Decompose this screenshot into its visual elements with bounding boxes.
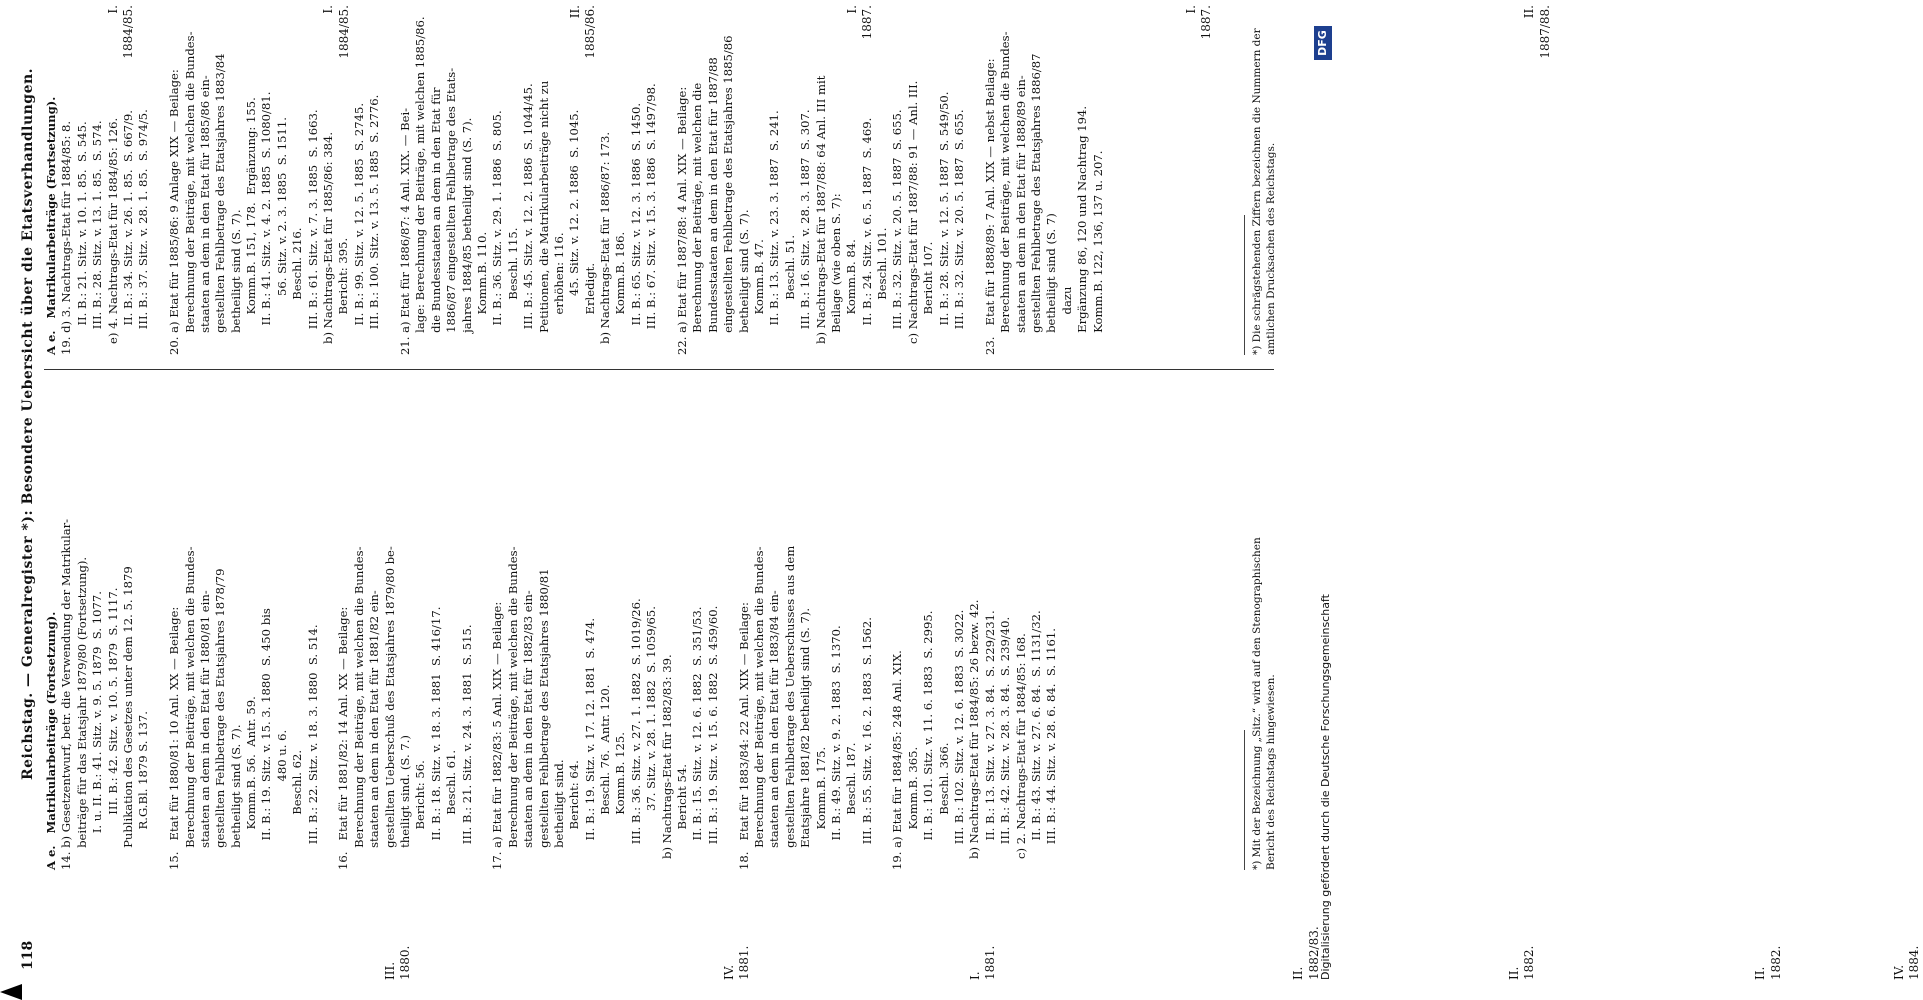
text-line: Komm.B. 47.	[751, 239, 766, 355]
text-line: die Bundesstaaten an dem in den Etat für	[428, 87, 443, 355]
text-line	[152, 400, 167, 870]
text-line: III. B.: 36. Sitz. v. 27. 1. 1882 S. 1019/26.	[628, 598, 643, 870]
text-line: betheiligt sind (S. 7).	[228, 724, 243, 870]
text-line: staaten an dem in den Etat für 1883/84 ein-	[767, 590, 782, 870]
text-line: Komm.B. 151, 178. Ergänzung: 155.	[244, 97, 259, 355]
text-line: III. B.: 55. Sitz. v. 16. 2. 1883 S. 1562.	[859, 617, 874, 870]
text-line: II. B.: 19. Sitz. v. 15. 3. 1880 S. 450 bis	[259, 608, 274, 870]
session-marker: IV. 1884.	[1892, 945, 1922, 980]
text-line: R.G.Bl. 1879 S. 137.	[136, 711, 151, 870]
text-line: 19. a) Etat für 1884/85: 248 Anl. XIX.	[890, 650, 905, 870]
text-line	[383, 35, 398, 355]
text-line: II. B.: 101. Sitz. v. 11. 6. 1883 S. 2995.	[921, 610, 936, 870]
text-line: betheiligt sind (S. 7).	[228, 209, 243, 355]
page-number: 118	[20, 940, 36, 970]
text-line: 56. Sitz. v. 2. 3. 1885 S. 1511.	[274, 117, 289, 355]
text-line: eingestellten Fehlbetrage des Etatsjahres 1885/86	[721, 35, 736, 355]
page-title: Reichstag. — Generalregister *): Besondere Uebersicht über die Etatsverhandlungen.	[20, 67, 36, 780]
text-line: A e. Matrikularbeiträge (Fortsetzung).	[44, 96, 58, 355]
text-line: Berechnung der Beiträge, mit welchen die Bundes-	[182, 546, 197, 870]
text-line	[721, 400, 736, 870]
text-line: 17. a) Etat für 1882/83: 5 Anl. XIX — Beilage:	[490, 601, 505, 870]
text-line: Beschl. 115.	[505, 227, 520, 355]
page-header	[16, 20, 40, 980]
text-line: Erledigt.	[582, 262, 597, 355]
text-line: II. B.: 43. Sitz. v. 27. 6. 84. S. 1131/32.	[1029, 610, 1043, 870]
text-line: Komm.B. 56. Antr. 59.	[244, 696, 259, 870]
text-line: gestellten Fehlbetrage des Etatsjahres 1886/87	[1029, 53, 1043, 355]
text-line: e) 4. Nachtrags-Etat für 1884/85: 126.	[105, 117, 120, 355]
text-line	[475, 400, 490, 870]
text-line: II. B.: 34. Sitz. v. 26. 1. 85. S. 667/9.	[120, 110, 135, 355]
text-line: Berechnung der Beiträge, mit welchen die Bundes-	[751, 546, 766, 870]
text-line: Berechnung der Beiträge, mit welchen die Bundes-	[351, 546, 366, 870]
text-line: Beschl. 366.	[936, 742, 951, 870]
session-marker: II. 1885/86.	[567, 5, 597, 59]
text-line: gestellten Fehlbetrage des Ueberschusses aus dem	[782, 545, 797, 870]
text-line: c) 2. Nachtrags-Etat für 1884/85: 168.	[1013, 633, 1028, 870]
text-line: II. B.: 15. Sitz. v. 12. 6. 1882 S. 351/53.	[690, 606, 705, 870]
text-line: dazu	[1059, 286, 1074, 355]
text-line: Bericht 54.	[675, 764, 690, 870]
text-line	[152, 35, 167, 355]
text-line: staaten an dem in den Etat für 1880/81 ein-	[197, 590, 212, 870]
text-line: III. B.: 16. Sitz. v. 28. 3. 1887 S. 307.	[798, 109, 813, 355]
text-line	[321, 400, 336, 870]
text-line: 21. a) Etat für 1886/87: 4 Anl. XIX. — Bei-	[397, 107, 412, 355]
text-line: 480 u. 6.	[274, 729, 289, 870]
text-line: Komm.B. 122, 136, 137 u. 207.	[1090, 150, 1105, 355]
text-line: staaten an dem in den Etat für 1882/83 ein-	[521, 590, 536, 870]
text-line: Etatsjahre 1881/82 betheiligt sind (S. 7).	[798, 607, 813, 870]
text-line: jahres 1884/85 betheiligt sind (S. 7).	[459, 117, 474, 355]
text-line: lage: Berechnung der Beiträge, mit welchen 1885/86.	[413, 16, 428, 355]
text-line: Ergänzung 86, 120 und Nachtrag 194.	[1075, 105, 1090, 355]
text-line: I. u. II. B.: 41. Sitz. v. 9. 5. 1879 S. 1077.	[90, 591, 105, 870]
text-line: beiträge für das Etatsjahr 1879/80 (Fortsetzung).	[74, 556, 89, 870]
text-line: Bericht: 64.	[567, 760, 582, 870]
text-line: 23. Etat für 1888/89: 7 Anl. XIX — nebst Beilage:	[982, 58, 997, 355]
text-line: 18. Etat für 1883/84: 22 Anl. XIX — Beilage:	[736, 602, 751, 870]
text-line: III. B.: 45. Sitz. v. 12. 2. 1886 S. 1044/45.	[521, 83, 536, 355]
text-line: 22. a) Etat für 1887/88: 4 Anl. XIX — Beilage:	[675, 86, 690, 355]
text-line: A e. Matrikularbeiträge (Fortsetzung).	[44, 611, 58, 870]
text-line: III. B.: 32. Sitz. v. 20. 5. 1887 S. 655.	[890, 109, 905, 355]
footnote-rule-right	[1244, 215, 1245, 355]
text-line: 16. Etat für 1881/82: 14 Anl. XX — Beilage:	[336, 606, 351, 870]
text-line: II. B.: 21. Sitz. v. 10. 1. 85. S. 545.	[74, 121, 89, 355]
text-line	[967, 35, 982, 355]
session-marker: II. 1882.	[1753, 945, 1783, 980]
text-line: Komm.B. 175.	[813, 746, 828, 870]
text-line: Beschl. 187.	[844, 742, 859, 870]
text-line: III. B.: 42. Sitz. v. 28. 3. 84. S. 239/40.	[998, 616, 1013, 870]
text-line: Berechnung der Beiträge, mit welchen die	[690, 82, 705, 355]
dfg-logo: DFG	[1314, 26, 1332, 60]
text-line: Beschl. 76. Antr. 120.	[598, 684, 613, 870]
text-line: Komm.B. 84.	[844, 239, 859, 355]
text-line: b) Nachtrags-Etat für 1882/83: 39.	[659, 654, 674, 870]
text-line: Komm.B. 125.	[613, 732, 628, 870]
text-line: Beilage (wie oben S. 7):	[828, 193, 843, 355]
text-line: III. B.: 32. Sitz. v. 20. 5. 1887 S. 655.	[952, 109, 967, 355]
text-line: II. B.: 18. Sitz. v. 18. 3. 1881 S. 416/17.	[428, 606, 443, 870]
text-line: Beschl. 61.	[444, 749, 459, 870]
session-marker: II. 1882/83.	[1291, 926, 1321, 980]
session-marker: I. 1887.	[844, 5, 875, 40]
text-line: Komm.B. 186.	[613, 231, 628, 355]
text-line: Berechnung der Beiträge, mit welchen die Bundes-	[998, 31, 1013, 355]
text-line: b) Nachtrags-Etat für 1886/87: 173.	[598, 131, 613, 355]
session-marker: I. 1884/85.	[105, 5, 135, 59]
text-line: b) Nachtrags-Etat für 1885/86: 384.	[321, 131, 336, 355]
text-line: III. B.: 22. Sitz. v. 18. 3. 1880 S. 514.	[305, 624, 320, 870]
session-marker: I. 1887.	[1183, 5, 1213, 40]
text-line: 1886/87 eingestellten Fehlbetrage des Etats-	[444, 67, 459, 355]
text-line: II. B.: 41. Sitz. v. 4. 2. 1885 S. 1080/81.	[259, 91, 274, 355]
text-line: II. B.: 99. Sitz. v. 12. 5. 1885 S. 2745.	[351, 102, 366, 355]
text-line: Bundesstaaten an dem in den Etat für 1887/88	[705, 57, 720, 355]
text-line: gestellten Fehlbetrage des Etatsjahres 1880/81	[536, 568, 551, 870]
text-line: Beschl. 101.	[875, 227, 890, 355]
text-line: III. B.: 67. Sitz. v. 15. 3. 1886 S. 1497/98.	[644, 83, 659, 355]
text-line: Beschl. 51.	[782, 234, 797, 355]
text-line: Berechnung der Beiträge, mit welchen die Bundes-	[505, 546, 520, 870]
text-line: III. B.: 102. Sitz. v. 12. 6. 1883 S. 3022.	[952, 609, 967, 870]
text-line: II. B.: 49. Sitz. v. 9. 2. 1883 S. 1370.	[828, 625, 843, 870]
text-line: III. B.: 28. Sitz. v. 13. 1. 85. S. 574.	[90, 120, 105, 355]
text-line: Komm.B. 365.	[905, 746, 920, 870]
text-line: Berechnung der Beiträge, mit welchen die Bundes-	[182, 31, 197, 355]
text-line: staaten an dem in den Etat für 1881/82 ein-	[367, 590, 382, 870]
text-line: II. B.: 28. Sitz. v. 12. 5. 1887 S. 549/50.	[936, 91, 951, 355]
text-line: II. B.: 65. Sitz. v. 12. 3. 1886 S. 1450.	[628, 102, 643, 355]
text-line: b) Nachtrags-Etat für 1887/88: 64 Anl. III mit	[813, 75, 828, 355]
text-line: Petitionen, die Matrikularbeiträge nicht zu	[536, 80, 551, 355]
text-line: betheiligt sind.	[551, 759, 566, 870]
text-line: b) Nachtrags-Etat für 1884/85: 26 bezw. 42.	[967, 599, 982, 870]
text-line: Bericht: 56.	[413, 760, 428, 870]
text-line: Beschl. 62.	[290, 749, 305, 870]
left-column-body	[44, 400, 1060, 870]
text-line: c) Nachtrags-Etat für 1887/88: 91 — Anl. III.	[905, 80, 920, 355]
left-column	[44, 400, 1284, 870]
text-line: staaten an dem in den Etat für 1888/89 ein-	[1013, 75, 1028, 355]
text-line	[660, 35, 675, 355]
page-corner-marker	[0, 984, 22, 1000]
session-marker: I. 1884/85.	[321, 5, 351, 59]
text-line	[875, 400, 890, 870]
footnote-right: *) Die schrägstehenden Ziffern bezeichnen die Nummern der amtlichen Drucksachen des Reichstags.	[1251, 28, 1277, 355]
text-line: 20. a) Etat für 1885/86: 9 Anlage XIX — Beilage:	[167, 69, 182, 355]
text-line: 45. Sitz. v. 12. 2. 1886 S. 1045.	[567, 109, 582, 355]
text-line: Komm.B. 110.	[474, 231, 489, 355]
text-line: Beschl. 216.	[290, 227, 305, 355]
text-line: Bericht: 395.	[336, 237, 351, 355]
text-line: staaten an dem in den Etat für 1885/86 ein-	[197, 75, 212, 355]
text-line: II. B.: 13. Sitz. v. 23. 3. 1887 S. 241.	[767, 110, 782, 355]
left-margin-notes	[44, 880, 1922, 980]
text-line: II. B.: 13. Sitz. v. 27. 3. 84. S. 229/231.	[982, 610, 997, 870]
text-line: III. B.: 44. Sitz. v. 28. 6. 84. S. 1161.	[1044, 628, 1059, 870]
session-marker: II. 1882.	[1507, 945, 1537, 980]
text-line: gestellten Ueberschuß des Etatsjahres 1879/80 be-	[382, 546, 397, 870]
session-marker: I. 1881.	[968, 945, 998, 980]
text-line: II. B.: 19. Sitz. v. 17. 12. 1881 S. 474.	[582, 617, 597, 870]
text-line: erhöhen: 116.	[551, 232, 566, 355]
text-line: 37. Sitz. v. 28. 1. 1882 S. 1059/65.	[644, 606, 659, 870]
text-line: III. B.: 100. Sitz. v. 13. 5. 1885 S. 2776.	[367, 94, 382, 355]
text-line: betheiligt sind (S. 7)	[1044, 213, 1059, 355]
text-line: Publikation des Gesetzes unter dem 12. 5. 1879	[120, 566, 135, 870]
text-line: III. B.: 61. Sitz. v. 7. 3. 1885 S. 1663.	[305, 109, 320, 355]
text-line: II. B.: 24. Sitz. v. 6. 5. 1887 S. 469.	[859, 117, 874, 355]
footnote-rule-left	[1244, 730, 1245, 870]
footnote-left: *) Mit der Bezeichnung „Sitz.“ wird auf den Stenographischen Bericht des Reichstags hingewiesen.	[1251, 537, 1277, 870]
text-line: 19. d) 3. Nachtrags-Etat für 1884/85: 8.	[59, 120, 74, 355]
text-line: gestellten Fehlbetrage des Etatsjahres 1878/79	[213, 568, 228, 870]
text-line: theiligt sind. (S. 7.)	[397, 735, 412, 870]
text-line: III. B.: 21. Sitz. v. 24. 3. 1881 S. 515.	[459, 624, 474, 870]
text-line: betheiligt sind (S. 7).	[736, 209, 751, 355]
text-line: III. B.: 37. Sitz. v. 28. 1. 85. S. 974/5.	[136, 109, 151, 355]
session-marker: IV. 1881.	[721, 945, 751, 980]
text-line: 14. b) Gesetzentwurf, betr. die Verwendung der Matrikular-	[59, 518, 74, 870]
digitization-credit: Digitalisierung gefördert durch die Deutsche Forschungsgemeinschaft	[1319, 594, 1332, 980]
text-line: gestellten Fehlbetrage des Etatsjahres 1883/84	[213, 53, 228, 355]
text-line: 15. Etat für 1880/81: 10 Anl. XX — Beilage:	[167, 606, 182, 870]
text-line: III. B.: 19. Sitz. v. 15. 6. 1882 S. 459/60.	[705, 605, 720, 870]
session-marker: III. 1880.	[382, 945, 413, 980]
text-line: Bericht 107.	[921, 241, 936, 355]
session-marker: II. 1887/88.	[1522, 5, 1552, 59]
column-divider	[44, 369, 1274, 370]
text-line: II. B.: 36. Sitz. v. 29. 1. 1886 S. 805.	[490, 110, 505, 355]
text-line: III. B.: 42. Sitz. v. 10. 5. 1879 S. 1117.	[105, 587, 120, 870]
